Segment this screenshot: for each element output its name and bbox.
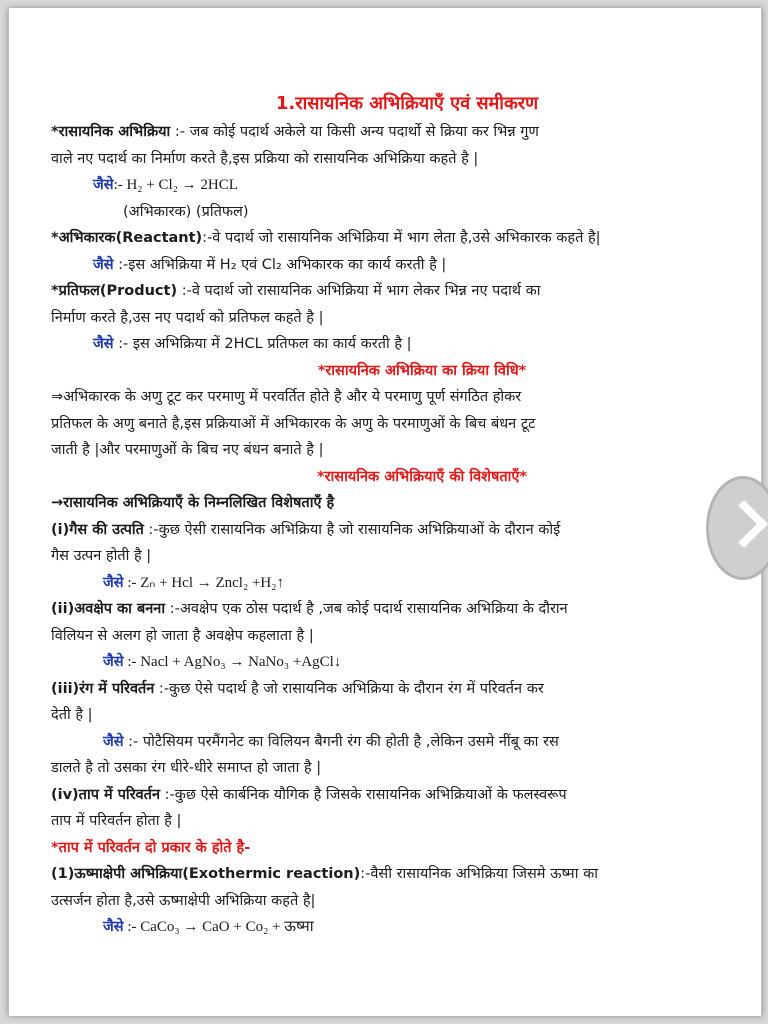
gas-line-1 [51, 517, 723, 544]
gas-text-1: :-कुछ ऐसी रासायनिक अभिक्रिया है जो रासायनिक अभिक्रियाओं के दौरान कोई [143, 521, 561, 538]
product-line-1 [51, 278, 723, 305]
product-line-2: निर्माण करते है,उस नए पदार्थ को प्रतिफल कहते है | [51, 309, 324, 326]
heat-heading: (iv)ताप में परिवर्तन [51, 786, 160, 803]
example-label: जैसे [103, 574, 124, 591]
example-1-labels: (अभिकारक) (प्रतिफल) [123, 203, 249, 220]
example-label: जैसे [103, 919, 124, 935]
heat-line-2: ताप में परिवर्तन होता है | [51, 813, 182, 829]
definition-heading: *रासायनिक अभिक्रिया [51, 124, 171, 140]
gas-heading: (i)गैस की उत्पति [51, 521, 144, 538]
example-label: जैसे [103, 654, 124, 670]
exothermic-example [51, 914, 723, 941]
gas-line-2: गैस उत्पन होती है | [51, 548, 152, 564]
product-text-1: :-वे पदार्थ जो रासायनिक अभिक्रिया में भाग लेकर भिन्न नए पदार्थ का [177, 283, 541, 299]
color-example-2: डालते है तो उसका रंग धीरे-धीरे समाप्त हो जाता है | [51, 760, 322, 776]
mechanism-title: *रासायनिक अभिक्रिया का क्रिया विधि* [317, 362, 527, 379]
example-1-equation: :- H₂ + Cl₂ → 2HCL [113, 177, 238, 193]
heat-text-1: :-कुछ ऐसे कार्बनिक यौगिक है जिसके रासायनिक अभिक्रियाओं के फलस्वरूप [160, 786, 567, 803]
page-title: 1.रासायनिक अभिक्रियाएँ एवं समीकरण [275, 93, 539, 114]
precipitate-text-1: :-अवक्षेप एक ठोस पदार्थ है ,जब कोई पदार्थ रासायनिक अभिक्रिया के दौरान [165, 601, 568, 617]
mechanism-line-2: प्रतिफल के अणु बनाते है,इस प्रक्रियाओं में अभिकारक के अणु के परमाणुओं के बिच बंधन टूट [51, 415, 536, 432]
color-example-1 [51, 729, 723, 756]
exothermic-heading: (1)ऊष्माक्षेपी अभिक्रिया(Exothermic reaction) [51, 866, 361, 882]
color-example-text-1: :- पोटैसियम परमैंगनेट का विलियन बैगनी रंग की होती है ,लेकिन उसमे नींबू का रस [123, 733, 559, 750]
example-label: जैसे [93, 177, 114, 193]
precipitate-line-2: विलियन से अलग हो जाता है अवक्षेप कहलाता है | [51, 627, 314, 644]
precipitate-example [51, 649, 723, 676]
product-example-text: :- इस अभिक्रिया में 2HCL प्रतिफल का कार्य करती है | [113, 336, 412, 352]
characteristics-intro: →रासायनिक अभिक्रियाएँ के निम्नलिखित विशेषताएँ है [51, 495, 335, 511]
color-line-1 [51, 676, 723, 703]
mechanism-line-3: जाती है |और परमाणुओं के बिच नए बंधन बनाते है | [51, 442, 324, 458]
exothermic-text-1: :-वैसी रासायनिक अभिक्रिया जिसमे ऊष्मा का [360, 866, 598, 882]
precipitate-line-1 [51, 596, 723, 623]
reactant-example-text: :-इस अभिक्रिया में H₂ एवं Cl₂ अभिकारक का कार्य करती है | [113, 256, 447, 273]
gas-equation: :- Zₙ + Hcl → Zncl₂ +H₂↑ [123, 574, 284, 591]
definition-text-1: :- जब कोई पदार्थ अकेले या किसी अन्य पदार्थो से क्रिया कर भिन्न गुण [170, 124, 539, 140]
example-label: जैसे [93, 336, 114, 352]
example-label: जैसे [103, 733, 124, 750]
definition-line-1 [51, 119, 723, 146]
example-1 [51, 172, 723, 199]
exothermic-line-2: उत्सर्जन होता है,उसे ऊष्माक्षेपी अभिक्रिया कहते है| [51, 892, 316, 909]
gas-example [51, 570, 723, 597]
reactant-line [51, 225, 723, 252]
reactant-heading: *अभिकारक(Reactant) [51, 230, 203, 246]
mechanism-line-1: ⇒अभिकारक के अणु टूट कर परमाणु में परवर्तित होते है और ये परमाणु पूर्ण संगठित होकर [51, 389, 522, 405]
definition-line-2: वाले नए पदार्थ का निर्माण करते है,इस प्रक्रिया को रासायनिक अभिक्रिया कहते है | [51, 150, 479, 167]
chevron-right-icon [720, 500, 768, 548]
heat-line-1 [51, 782, 723, 809]
page-content [51, 90, 723, 941]
precipitate-equation: :- Nacl + AgNo₃ → NaNo₃ +AgCl↓ [123, 654, 342, 670]
reactant-example [51, 252, 723, 279]
heat-types-heading: *ताप में परिवर्तन दो प्रकार के होते है- [51, 839, 251, 856]
product-heading: *प्रतिफल(Product) [51, 283, 178, 299]
exothermic-equation: :- CaCo₃ → CaO + Co₂ + ऊष्मा [123, 919, 314, 935]
document-page [8, 8, 762, 1016]
precipitate-heading: (ii)अवक्षेप का बनना [51, 601, 166, 617]
color-line-2: देती है | [51, 707, 93, 723]
product-example [51, 331, 723, 358]
characteristics-title: *रासायनिक अभिक्रियाएँ की विशेषताएँ* [317, 468, 527, 485]
exothermic-line-1 [51, 861, 723, 888]
example-label: जैसे [93, 256, 114, 273]
color-text-1: :-कुछ ऐसे पदार्थ है जो रासायनिक अभिक्रिया के दौरान रंग में परिवर्तन कर [154, 680, 544, 697]
color-heading: (iii)रंग में परिवर्तन [51, 680, 155, 697]
reactant-text: :-वे पदार्थ जो रासायनिक अभिक्रिया में भाग लेता है,उसे अभिकारक कहते है| [202, 230, 601, 246]
